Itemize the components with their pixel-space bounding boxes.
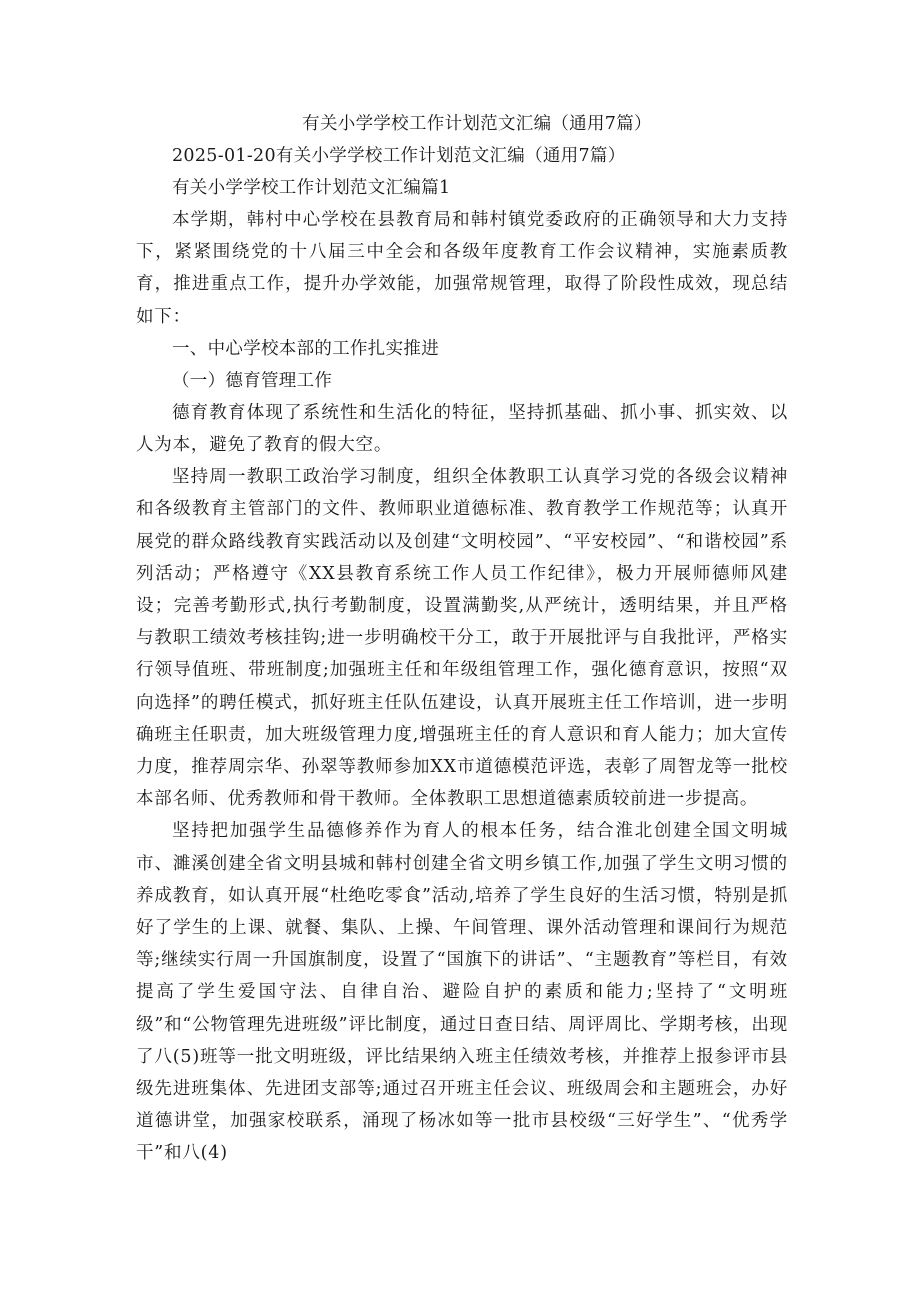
heading-level-2: （一）德育管理工作 <box>172 370 333 391</box>
paragraph-staff-study: 坚持周一教职工政治学习制度，组织全体教职工认真学习党的各级会议精神和各级教育主管部门的文件、教师职业道德标准、教育教学工作规范等；认真开展党的群众路线教育实践活动以及创建“文明校园”、“平安校园”、“和谐校园”系列活动；严格遵守《XX县教育系统工作人员工作纪律》，极力开展师德师风建设；完善考勤形式,执行考勤制度，设置满勤奖,从严统计，透明结果，并且严格与教职工绩效考核挂钩;进一步明确校干分工，敢于开展批评与自我批评，严格实行领导值班、带班制度;加强班主任和年级组管理工作，强化德育意识，按照“双向选择”的聘任模式，抓好班主任队伍建设，认真开展班主任工作培训，进一步明确班主任职责，加大班级管理力度,增强班主任的育人意识和育人能力；加大宣传力度，推荐周宗华、孙翠等教师参加XX市道德模范评选，表彰了周智龙等一批校本部名师、优秀教师和骨干教师。全体教职工思想道德素质较前进一步提高。 <box>136 467 788 810</box>
dateline: 2025-01-20有关小学学校工作计划范文汇编（通用7篇） <box>172 146 626 166</box>
paragraph-student-character: 坚持把加强学生品德修养作为育人的根本任务，结合淮北创建全国文明城市、濉溪创建全省文明县城和韩村创建全省文明乡镇工作,加强了学生文明习惯的养成教育，如认真开展“杜绝吃零食”活动,培养了学生良好的生活习惯，特别是抓好了学生的上课、就餐、集队、上操、午间管理、课外活动管理和课间行为规范等;继续实行周一升国旗制度，设置了“国旗下的讲话”、“主题教育”等栏目，有效提高了学生爱国守法、自律自治、避险自护的素质和能力;坚持了“文明班级”和“公物管理先进班级”评比制度，通过日查日结、周评周比、学期考核，出现了八(5)班等一批文明班级，评比结果纳入班主任绩效考核，并推荐上报参评市县级先进班集体、先进团支部等;通过召开班主任会议、班级周会和主题班会，办好道德讲堂，加强家校联系，涌现了杨冰如等一批市县校级“三好学生”、“优秀学干”和八(4) <box>136 821 788 1164</box>
document-page <box>136 108 788 1170</box>
heading-level-1: 一、中心学校本部的工作扎实推进 <box>172 338 439 359</box>
section-title: 有关小学学校工作计划范文汇编篇1 <box>172 178 451 198</box>
document-title: 有关小学学校工作计划范文汇编（通用7篇） <box>302 114 652 134</box>
paragraph-intro: 本学期，韩村中心学校在县教育局和韩村镇党委政府的正确领导和大力支持下，紧紧围绕党的十八届三中全会和各级年度教育工作会议精神，实施素质教育，推进重点工作，提升办学效能，加强常规管理，取得了阶段性成效，现总结如下： <box>136 210 788 327</box>
paragraph-moral-education: 德育教育体现了系统性和生活化的特征，坚持抓基础、抓小事、抓实效、以人为本，避免了教育的假大空。 <box>136 402 788 456</box>
